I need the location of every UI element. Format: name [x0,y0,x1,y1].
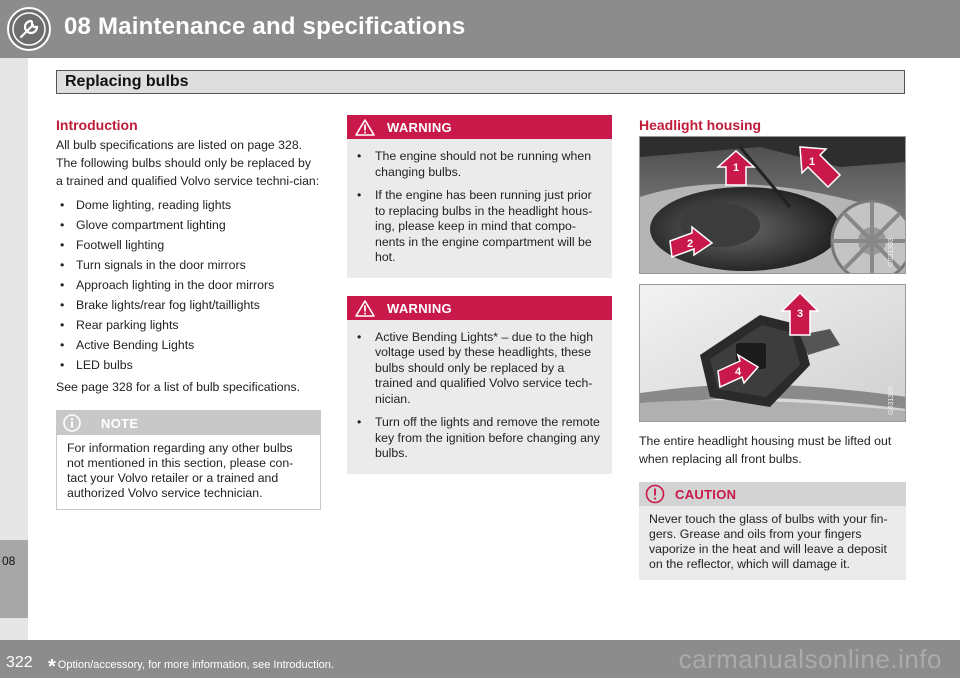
footnote-star: * [48,656,56,678]
warning-header [347,115,612,139]
warning-list [353,330,604,462]
callout-label: 1 [808,156,816,168]
engine-bay-illustration [640,137,906,274]
page-footer [0,640,960,678]
bullet-marker: • [60,238,65,252]
warning-body [347,320,612,474]
list-item [56,236,321,254]
list-item-text: Active Bending Lights [76,338,195,352]
list-item-text: LED bulbs [76,358,133,372]
list-item [56,216,321,234]
callout-label: 3 [796,308,804,320]
bullet-marker: • [60,218,65,232]
caution-icon [645,484,665,504]
list-item-text: Brake lights/rear fog light/taillights [76,298,260,312]
headlight-housing-heading: Headlight housing [639,117,762,133]
column-warnings [347,115,612,492]
bullet-marker: • [357,188,362,202]
specifications-reference: See page 328 for a list of bulb specifications. [56,380,301,394]
list-item [56,336,321,354]
list-item-text: If the engine has been running just prior to replacing bulbs in the headlight hous-ing, please keep in mind that compo-nents in the engine compartment will be hot. [375,188,593,264]
bullet-marker: • [60,298,65,312]
connector-illustration [640,285,906,422]
list-item-text: Footwell lighting [76,238,165,252]
warning-body [347,139,612,278]
column-headlight-housing [639,116,906,580]
note-box [56,410,321,510]
callout-label: 2 [686,238,694,250]
warning-box-active-bending-lights [347,296,612,474]
list-item-text: Dome lighting, reading lights [76,198,232,212]
warning-box-engine [347,115,612,278]
bullet-marker: • [60,318,65,332]
bullet-marker: • [60,258,65,272]
list-item [353,149,604,180]
footnote-text: Option/accessory, for more information, see Introduction. [57,659,334,671]
list-item [56,316,321,334]
list-item-text: Approach lighting in the door mirrors [76,278,275,292]
list-item [353,415,604,462]
list-item [56,296,321,314]
note-title: NOTE [101,416,139,431]
callout-label: 1 [732,162,740,174]
column-introduction [56,116,321,510]
bullet-marker: • [357,149,362,163]
watermark: carmanualsonline.info [678,644,942,674]
image-code: G031306 [888,386,895,415]
warning-title: WARNING [387,300,452,316]
bullet-marker: • [60,278,65,292]
housing-text: The entire headlight housing must be lifted out when replacing all front bulbs. [639,434,892,466]
warning-triangle-icon [355,119,375,136]
list-item [353,188,604,266]
bullet-marker: • [60,358,65,372]
note-text: For information regarding any other bulbs not mentioned in this section, please con-tact your Volvo retailer or a trained and authorized Volvo service technician. [67,441,294,500]
introduction-text: All bulb specifications are listed on page 328. The following bulbs should only be replaced by a trained and qualified Volvo service techni-cian: [56,138,320,188]
connector-photo [639,284,906,422]
list-item-text: Glove compartment lighting [76,218,226,232]
chapter-header [0,0,960,58]
bullet-marker: • [60,338,65,352]
chapter-tab[interactable] [0,540,28,618]
note-header [57,411,320,435]
caution-box [639,482,906,580]
caution-text: Never touch the glass of bulbs with your fin-gers. Grease and oils from your fingers vaporize in the heat and will leave a deposit on the reflector, which will damage it. [649,512,888,571]
list-item [56,356,321,374]
list-item [56,276,321,294]
bullet-marker: • [60,198,65,212]
list-item [353,330,604,408]
image-code: G031303 [888,238,895,267]
warning-list [353,149,604,266]
engine-bay-photo [639,136,906,274]
page-number: 322 [6,654,33,671]
info-icon [63,414,81,432]
list-item-text: Turn signals in the door mirrors [76,258,246,272]
caution-title: CAUTION [675,487,737,502]
bullet-marker: • [357,415,362,429]
bulb-list [56,196,321,374]
list-item-text: Rear parking lights [76,318,179,332]
warning-title: WARNING [387,120,452,135]
callout-label: 4 [734,366,742,378]
list-item-text: The engine should not be running when changing bulbs. [375,149,592,179]
wrench-icon [6,6,52,52]
list-item-text: Active Bending Lights* – due to the high voltage used by these headlights, these bulbs should only be replaced by a trained and qualified Volvo service tech-nician. [375,329,594,406]
section-title-bar [56,70,905,94]
warning-triangle-icon [355,300,375,317]
list-item [56,256,321,274]
chapter-title: 08 Maintenance and specifications [64,13,466,40]
footnote [48,656,334,678]
warning-header [347,296,612,320]
list-item-text: Turn off the lights and remove the remote key from the ignition before changing any bulbs. [375,415,600,460]
bullet-marker: • [357,329,362,344]
chapter-tab-label: 08 [2,554,16,568]
introduction-heading: Introduction [56,117,138,133]
section-title: Replacing bulbs [65,73,189,90]
caution-header [639,482,906,506]
list-item [56,196,321,214]
